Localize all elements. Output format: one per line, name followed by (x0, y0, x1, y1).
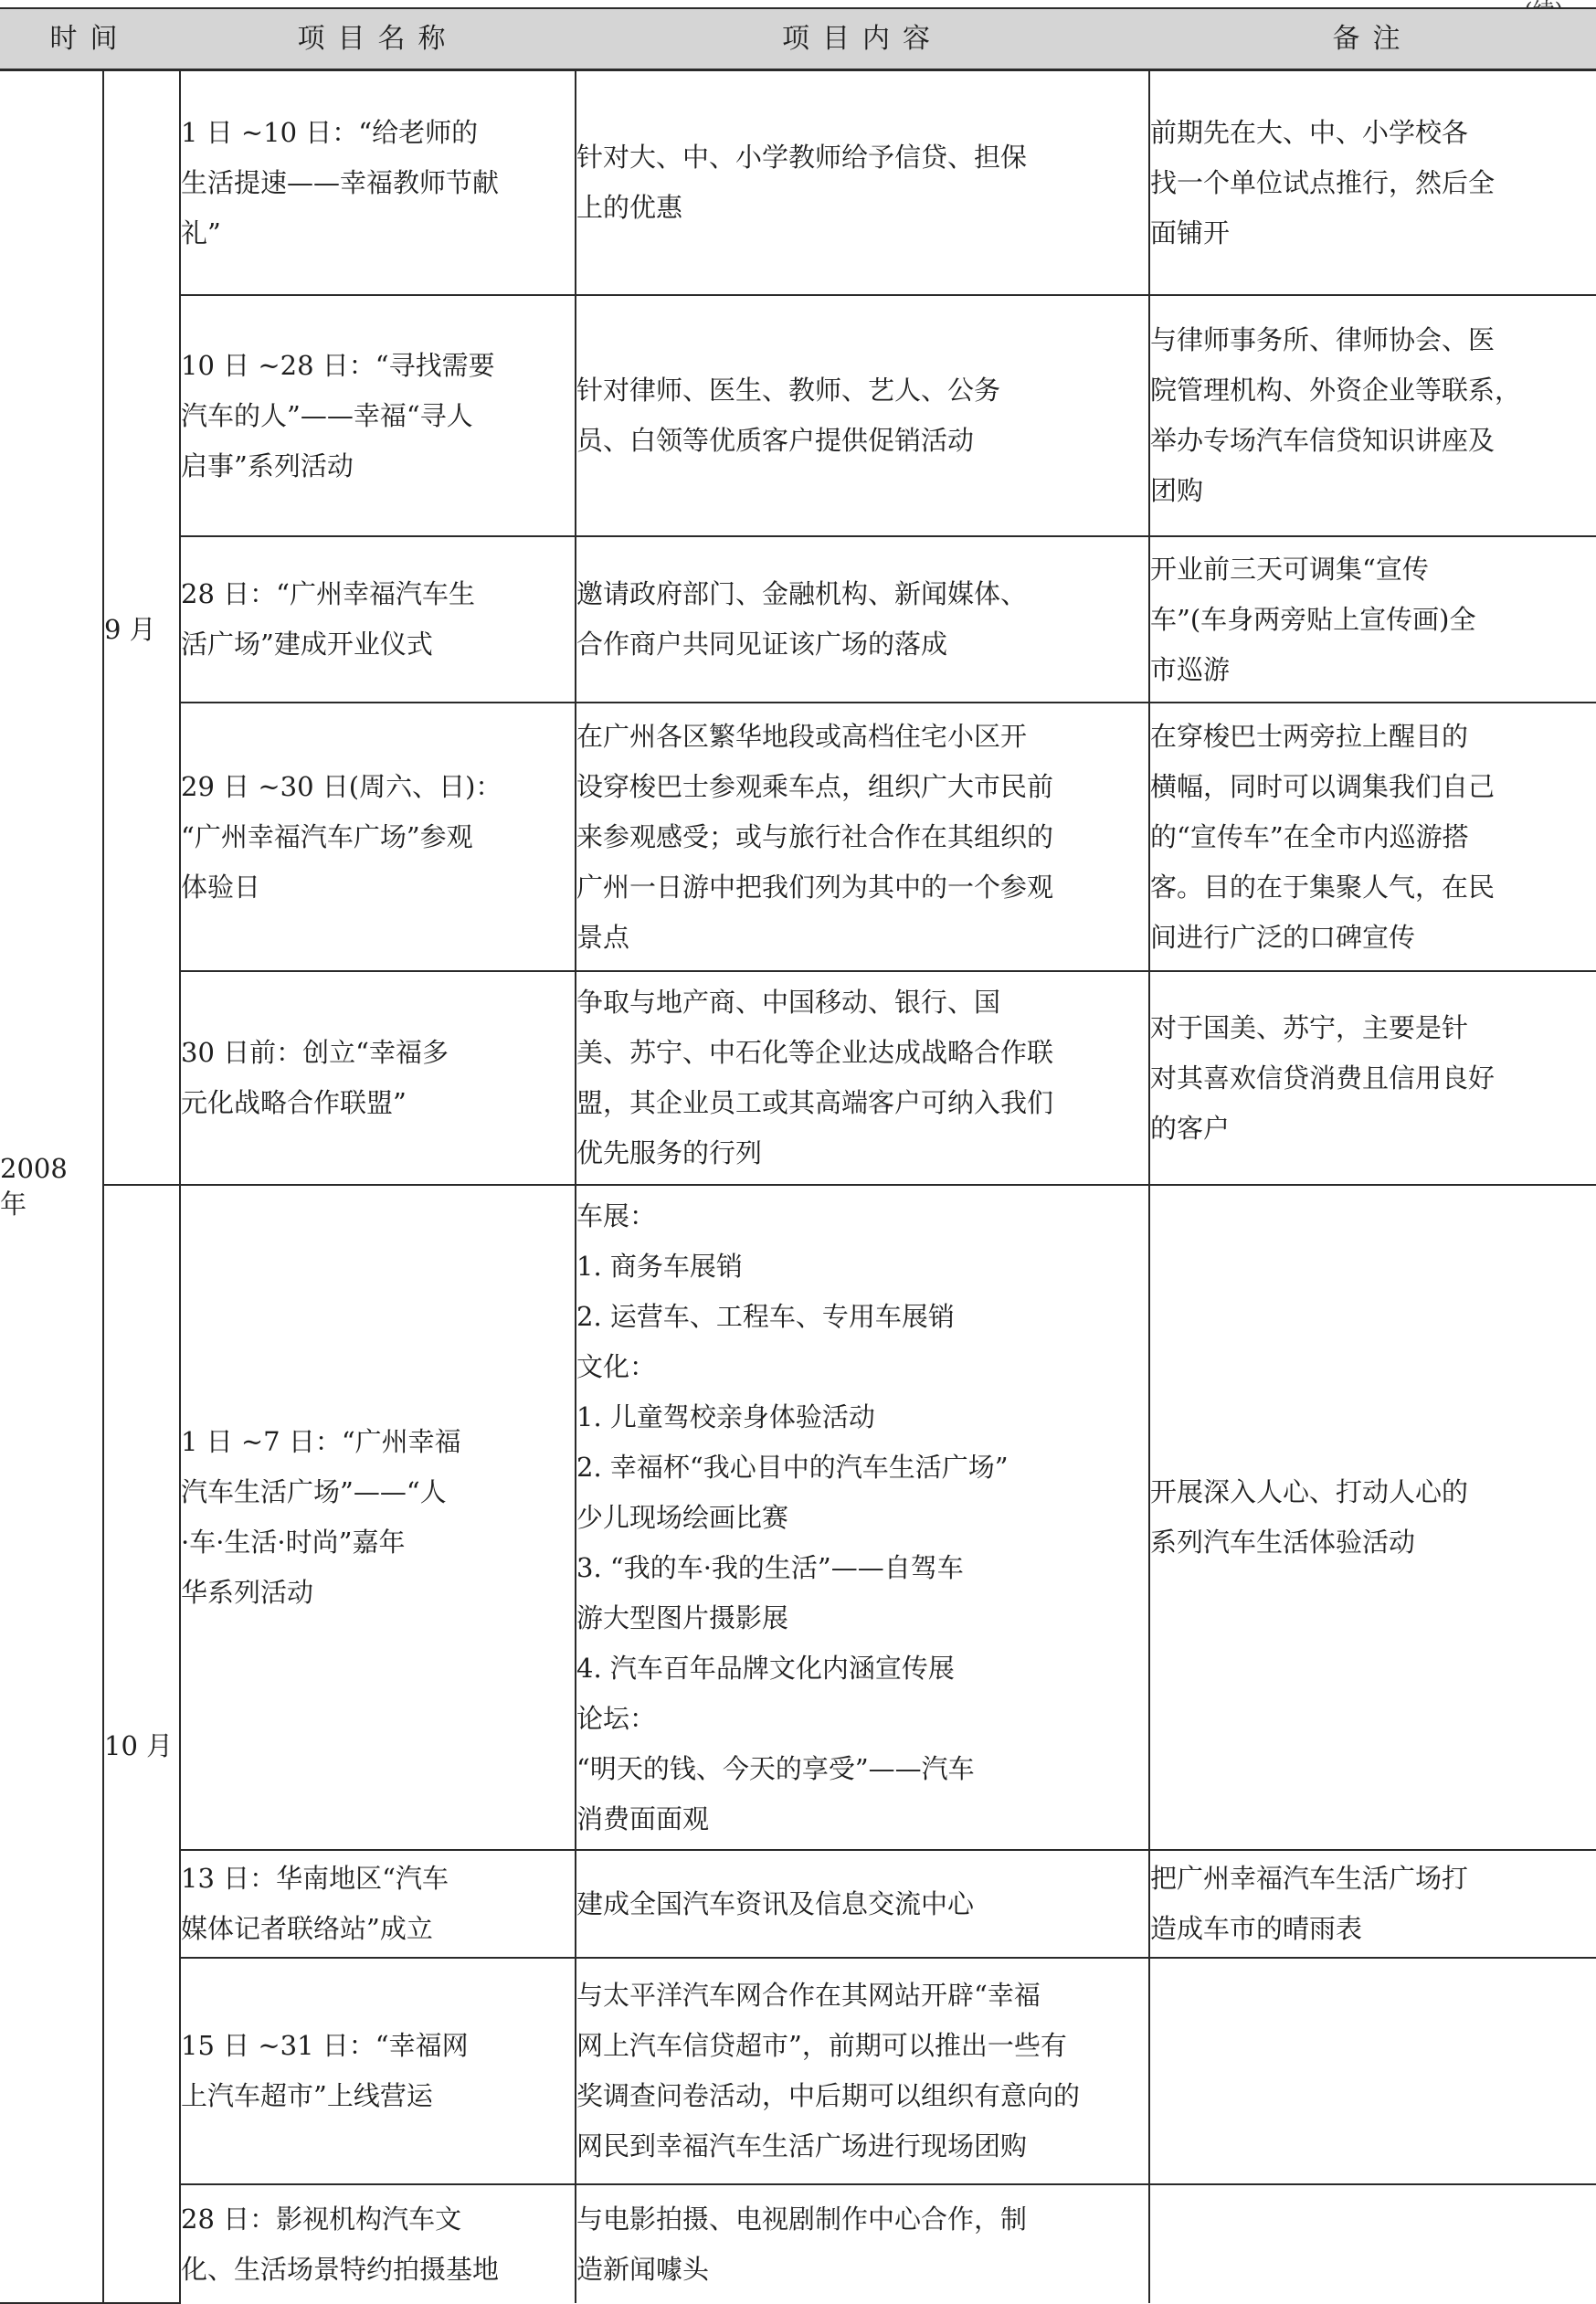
cell-text-line: 上汽车超市”上线营运 (181, 2080, 433, 2111)
cell-text-line: 来参观感受；或与旅行社合作在其组织的 (576, 820, 1054, 852)
year-cell: 2008 年 (0, 70, 103, 2303)
project-content-cell (576, 2184, 1149, 2303)
cell-text-line: 找一个单位试点推行，然后全 (1150, 166, 1496, 198)
table-row (0, 70, 1596, 295)
cell-text-line: 优先服务的行列 (576, 1137, 763, 1168)
header-time: 时间 (49, 23, 131, 55)
header-project-name: 项目名称 (297, 23, 459, 55)
cell-text-line: 系列汽车生活体验活动 (1150, 1527, 1416, 1558)
cell-text-line: 争取与地产商、中国移动、银行、国 (576, 987, 1001, 1018)
cell-text-line: 华系列活动 (181, 1577, 314, 1608)
cell-text-line: 1. 儿童驾校亲身体验活动 (576, 1400, 875, 1432)
cell-text-line: 29 日 ~30 日(周六、日)： (181, 770, 502, 802)
cell-text-line: 在广州各区繁华地段或高档住宅小区开 (576, 720, 1028, 752)
project-name-cell (180, 703, 576, 971)
notes-cell (1149, 1850, 1596, 1958)
cell-text-line: 消费面面观 (576, 1802, 710, 1834)
cell-text-line: 邀请政府部门、金融机构、新闻媒体、 (576, 578, 1028, 609)
table-row (0, 536, 1596, 703)
notes-cell (1149, 971, 1596, 1185)
cell-text-line: 美、苏宁、中石化等企业达成战略合作联 (576, 1037, 1054, 1068)
cell-text-line: 2. 运营车、工程车、专用车展销 (576, 1300, 955, 1332)
cell-text-line: 活广场”建成开业仪式 (181, 629, 433, 660)
cell-text-line: 的“宣传车”在全市内巡游搭 (1150, 820, 1469, 852)
cell-text-line: 4. 汽车百年品牌文化内涵宣传展 (576, 1652, 955, 1684)
cell-text-line: 客。目的在于集聚人气，在民 (1150, 871, 1496, 903)
cell-text-line: 对于国美、苏宁，主要是针 (1150, 1011, 1469, 1043)
cell-text-line: 10 日 ~28 日：“寻找需要 (181, 349, 495, 381)
cell-text-line: 上的优惠 (576, 192, 683, 223)
cell-text-line: 在穿梭巴士两旁拉上醒目的 (1150, 720, 1469, 752)
table-row (0, 971, 1596, 1185)
cell-text-line: 盟，其企业员工或其高端客户可纳入我们 (576, 1087, 1054, 1118)
cell-text-line: 对其喜欢信贷消费且信用良好 (1150, 1062, 1496, 1094)
cell-text-line: 游大型图片摄影展 (576, 1601, 789, 1633)
cell-text-line: 15 日 ~31 日：“幸福网 (181, 2030, 469, 2061)
project-content-cell (576, 1185, 1149, 1850)
project-name-cell (180, 1958, 576, 2184)
cell-text-line: 与太平洋汽车网合作在其网站开辟“幸福 (576, 1980, 1041, 2011)
table-row (0, 703, 1596, 971)
project-content-cell (576, 295, 1149, 536)
cell-text-line: 元化战略合作联盟” (181, 1087, 407, 1118)
project-content-cell (576, 1958, 1149, 2184)
cell-text-line: ·车·生活·时尚”嘉年 (181, 1527, 406, 1558)
cell-text-line: 广州一日游中把我们列为其中的一个参观 (576, 871, 1054, 903)
cell-text-line: 网上汽车信贷超市”，前期可以推出一些有 (576, 2030, 1067, 2061)
notes-cell (1149, 1185, 1596, 1850)
table-row (0, 1958, 1596, 2184)
cell-text-line: “广州幸福汽车广场”参观 (181, 820, 473, 852)
cell-text-line: 设穿梭巴士参观乘车点，组织广大市民前 (576, 770, 1054, 802)
cell-text-line: 面铺开 (1150, 217, 1231, 248)
notes-cell (1149, 70, 1596, 295)
table-row (0, 2184, 1596, 2303)
notes-cell (1149, 2184, 1596, 2303)
cell-text-line: 的客户 (1150, 1112, 1231, 1144)
header-notes: 备注 (1332, 23, 1413, 55)
cell-text-line: 建成全国汽车资讯及信息交流中心 (576, 1887, 975, 1919)
cell-text-line: 针对律师、医生、教师、艺人、公务 (576, 375, 1001, 406)
project-name-cell (180, 536, 576, 703)
project-content-cell (576, 536, 1149, 703)
cell-text-line: 启事”系列活动 (181, 449, 354, 481)
project-name-cell (180, 1185, 576, 1850)
cell-text-line: 间进行广泛的口碑宣传 (1150, 921, 1416, 953)
cell-text-line: 团购 (1150, 475, 1204, 506)
cell-text-line: 汽车的人”——幸福“寻人 (181, 399, 473, 431)
cell-text-line: 网民到幸福汽车生活广场进行现场团购 (576, 2130, 1028, 2161)
table-row (0, 295, 1596, 536)
cell-text-line: 28 日：“广州幸福汽车生 (181, 578, 475, 609)
cell-text-line: 举办专场汽车信贷知识讲座及 (1150, 425, 1496, 456)
notes-cell (1149, 536, 1596, 703)
cell-text-line: 礼” (181, 217, 221, 248)
month-cell: 9 月 (103, 70, 180, 1185)
cell-text-line: 体验日 (181, 871, 261, 903)
cell-text-line: 1 日 ~10 日：“给老师的 (181, 116, 479, 148)
cell-text-line: 针对大、中、小学教师给予信贷、担保 (576, 142, 1028, 173)
project-name-cell (180, 1850, 576, 1958)
cell-text-line: 员、白领等优质客户提供促销活动 (576, 425, 975, 456)
cell-text-line: 3. “我的车·我的生活”——自驾车 (576, 1551, 964, 1583)
project-content-cell (576, 703, 1149, 971)
cell-text-line: 与律师事务所、律师协会、医 (1150, 324, 1496, 355)
cell-text-line: 开业前三天可调集“宣传 (1150, 553, 1429, 585)
header-project-content: 项目内容 (782, 23, 943, 55)
cell-text-line: 化、生活场景特约拍摄基地 (181, 2253, 500, 2285)
table-row (0, 1850, 1596, 1958)
cell-text-line: 13 日：华南地区“汽车 (181, 1863, 449, 1894)
project-content-cell (576, 70, 1149, 295)
project-name-cell (180, 70, 576, 295)
cell-text-line: 车”(车身两旁贴上宣传画)全 (1150, 603, 1476, 635)
cell-text-line: 横幅，同时可以调集我们自己 (1150, 770, 1496, 802)
notes-cell (1149, 1958, 1596, 2184)
cell-text-line: 1 日 ~7 日：“广州幸福 (181, 1426, 461, 1457)
cell-text-line: 与电影拍摄、电视剧制作中心合作，制 (576, 2203, 1028, 2235)
cell-text-line: 造新闻噱头 (576, 2253, 710, 2285)
cell-text-line: 院管理机构、外资企业等联系， (1150, 375, 1522, 406)
cell-text-line: 1. 商务车展销 (576, 1250, 743, 1282)
notes-cell (1149, 703, 1596, 971)
project-name-cell (180, 971, 576, 1185)
cell-text-line: 2. 幸福杯“我心目中的汽车生活广场” (576, 1451, 1009, 1483)
cell-text-line: 28 日：影视机构汽车文 (181, 2203, 462, 2235)
project-name-cell (180, 2184, 576, 2303)
cell-text-line: 30 日前：创立“幸福多 (181, 1037, 449, 1068)
project-content-cell (576, 1850, 1149, 1958)
month-cell: 10 月 (103, 1185, 180, 2303)
cell-text-line: 奖调查问卷活动，中后期可以组织有意向的 (576, 2080, 1081, 2111)
cell-text-line: “明天的钱、今天的享受”——汽车 (576, 1752, 975, 1784)
cell-text-line: 媒体记者联络站”成立 (181, 1913, 433, 1944)
notes-cell (1149, 295, 1596, 536)
cell-text-line: 少儿现场绘画比赛 (576, 1501, 789, 1533)
project-content-cell (576, 971, 1149, 1185)
cell-text-line: 前期先在大、中、小学校各 (1150, 116, 1469, 148)
cell-text-line: 车展： (576, 1200, 657, 1231)
cell-text-line: 造成车市的晴雨表 (1150, 1913, 1363, 1944)
cell-text-line: 景点 (576, 921, 630, 953)
cell-text-line: 市巡游 (1150, 653, 1231, 685)
schedule-table (0, 69, 1596, 2304)
cell-text-line: 把广州幸福汽车生活广场打 (1150, 1863, 1469, 1894)
cell-text-line: 生活提速——幸福教师节献 (181, 166, 500, 198)
project-name-cell (180, 295, 576, 536)
cell-text-line: 合作商户共同见证该广场的落成 (576, 629, 948, 660)
cell-text-line: 论坛： (576, 1702, 657, 1734)
table-row (0, 1185, 1596, 1850)
cell-text-line: 开展深入人心、打动人心的 (1150, 1476, 1469, 1507)
cell-text-line: 汽车生活广场”——“人 (181, 1476, 447, 1507)
cell-text-line: 文化： (576, 1350, 657, 1382)
